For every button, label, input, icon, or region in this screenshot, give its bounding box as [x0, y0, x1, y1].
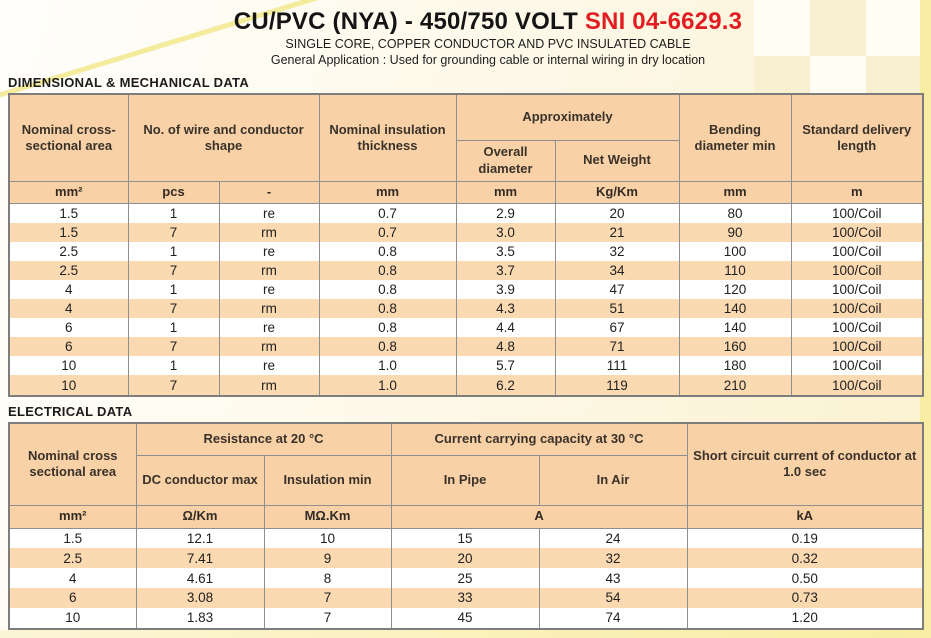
table-row [9, 318, 923, 337]
table-cell: 4.4 [456, 318, 555, 337]
table-cell: 100/Coil [791, 203, 923, 223]
table-cell: 4.3 [456, 299, 555, 318]
page-subtitle: SINGLE CORE, COPPER CONDUCTOR AND PVC INSULATED CABLE [285, 37, 691, 51]
table-cell: 9 [264, 548, 391, 568]
table-cell: rm [219, 299, 319, 318]
table-cell: 5.7 [456, 356, 555, 375]
table-cell: re [219, 203, 319, 223]
table-row [9, 337, 923, 356]
table-cell: rm [219, 223, 319, 242]
table-cell: 3.7 [456, 261, 555, 280]
table-cell: 4 [9, 280, 128, 299]
unit-dash: - [219, 181, 319, 203]
table-cell: re [219, 356, 319, 375]
table-cell: 8 [264, 568, 391, 588]
table-cell: 0.8 [319, 299, 456, 318]
table-cell: 120 [679, 280, 791, 299]
table-cell: 12.1 [136, 528, 264, 548]
table-cell: 0.8 [319, 318, 456, 337]
table-cell: 32 [539, 548, 687, 568]
application-note: General Application : Used for grounding cable or internal wiring in dry location [270, 53, 706, 67]
table-cell: 7 [264, 608, 391, 629]
table-cell: rm [219, 261, 319, 280]
table-cell: 21 [555, 223, 679, 242]
table-cell: 10 [9, 608, 136, 629]
table-cell: 10 [264, 528, 391, 548]
table-cell: 100/Coil [791, 223, 923, 242]
table-cell: 100 [679, 242, 791, 261]
table-cell: 7.41 [136, 548, 264, 568]
table-cell: 4.61 [136, 568, 264, 588]
table-cell: 110 [679, 261, 791, 280]
page-title [45, 8, 931, 36]
table-cell: 180 [679, 356, 791, 375]
table-cell: 90 [679, 223, 791, 242]
table-row [9, 588, 923, 608]
header-overall-diameter: Overall diameter [456, 140, 555, 181]
header-standard-length: Standard delivery length [791, 94, 923, 181]
table-row [9, 261, 923, 280]
unit-mohm-km: MΩ.Km [264, 505, 391, 528]
table-cell: 4 [9, 299, 128, 318]
table-cell: 15 [391, 528, 539, 548]
table-cell: 6 [9, 337, 128, 356]
unit-ohm-km: Ω/Km [136, 505, 264, 528]
table-cell: 160 [679, 337, 791, 356]
table-cell: re [219, 242, 319, 261]
table-cell: 67 [555, 318, 679, 337]
table-cell: 2.5 [9, 261, 128, 280]
table-row [9, 223, 923, 242]
title-block [45, 8, 931, 67]
table-row [9, 356, 923, 375]
bottom-yellow-stripe [0, 630, 931, 638]
header-current-capacity: Current carrying capacity at 30 °C [391, 423, 687, 455]
table-cell: 100/Coil [791, 280, 923, 299]
table-cell: 54 [539, 588, 687, 608]
table-cell: 1.83 [136, 608, 264, 629]
table-cell: 2.9 [456, 203, 555, 223]
table-cell: 25 [391, 568, 539, 588]
table-cell: 0.7 [319, 203, 456, 223]
table-cell: 33 [391, 588, 539, 608]
table-cell: 2.5 [9, 242, 128, 261]
unit-kg-km: Kg/Km [555, 181, 679, 203]
table-cell: 7 [128, 337, 219, 356]
table-cell: 100/Coil [791, 242, 923, 261]
table-cell: 7 [128, 261, 219, 280]
table-cell: 51 [555, 299, 679, 318]
table-cell: 32 [555, 242, 679, 261]
table-row [9, 242, 923, 261]
header-nominal-area: Nominal cross-sectional area [9, 94, 128, 181]
table-cell: re [219, 318, 319, 337]
table-cell: 74 [539, 608, 687, 629]
table-cell: 43 [539, 568, 687, 588]
table-cell: 3.08 [136, 588, 264, 608]
table-cell: 100/Coil [791, 261, 923, 280]
table-cell: 1.5 [9, 528, 136, 548]
table-cell: 0.8 [319, 261, 456, 280]
unit-mm2: mm² [9, 181, 128, 203]
table-cell: 3.5 [456, 242, 555, 261]
table-cell: 1.20 [687, 608, 923, 629]
table-cell: 100/Coil [791, 375, 923, 396]
table-cell: 1.5 [9, 203, 128, 223]
table-cell: 45 [391, 608, 539, 629]
table-row [9, 299, 923, 318]
header-insulation-min: Insulation min [264, 455, 391, 505]
table-cell: 4.8 [456, 337, 555, 356]
table-cell: 47 [555, 280, 679, 299]
table-cell: 6 [9, 588, 136, 608]
table-row [9, 280, 923, 299]
table-cell: 100/Coil [791, 356, 923, 375]
header-bending-diameter: Bending diameter min [679, 94, 791, 181]
electrical-section-title: ELECTRICAL DATA [8, 404, 133, 419]
header-wire-shape: No. of wire and conductor shape [128, 94, 319, 181]
unit-ampere: A [391, 505, 687, 528]
table-cell: rm [219, 337, 319, 356]
table-cell: 24 [539, 528, 687, 548]
header-approximately: Approximately [456, 94, 679, 140]
table-cell: 1.0 [319, 356, 456, 375]
mechanical-data-table [8, 93, 924, 397]
table-cell: re [219, 280, 319, 299]
table-cell: 7 [128, 375, 219, 396]
table-cell: 1.5 [9, 223, 128, 242]
table-cell: 1.0 [319, 375, 456, 396]
unit-ka: kA [687, 505, 923, 528]
table-cell: 0.8 [319, 242, 456, 261]
mechanical-section-title: DIMENSIONAL & MECHANICAL DATA [8, 75, 250, 90]
table-cell: rm [219, 375, 319, 396]
table-cell: 34 [555, 261, 679, 280]
table-cell: 10 [9, 375, 128, 396]
table-cell: 111 [555, 356, 679, 375]
table-cell: 119 [555, 375, 679, 396]
table-cell: 10 [9, 356, 128, 375]
table-cell: 2.5 [9, 548, 136, 568]
table-cell: 6.2 [456, 375, 555, 396]
table-cell: 100/Coil [791, 337, 923, 356]
page-title-black: CU/PVC (NYA) - 450/750 VOLT [233, 8, 578, 35]
unit-mm-insulation: mm [319, 181, 456, 203]
header-resistance: Resistance at 20 °C [136, 423, 391, 455]
table-cell: 140 [679, 318, 791, 337]
table-row [9, 608, 923, 629]
table-cell: 0.8 [319, 280, 456, 299]
table-cell: 140 [679, 299, 791, 318]
page-title-standard-number: SNI 04-6629.3 [584, 8, 743, 35]
table-cell: 1 [128, 280, 219, 299]
unit-mm2-elec: mm² [9, 505, 136, 528]
mechanical-table-body [9, 203, 923, 396]
table-cell: 20 [555, 203, 679, 223]
table-row [9, 568, 923, 588]
table-row [9, 375, 923, 396]
table-cell: 71 [555, 337, 679, 356]
table-cell: 0.8 [319, 337, 456, 356]
table-cell: 20 [391, 548, 539, 568]
table-row [9, 528, 923, 548]
table-cell: 0.50 [687, 568, 923, 588]
header-in-air: In Air [539, 455, 687, 505]
unit-pcs: pcs [128, 181, 219, 203]
table-cell: 0.7 [319, 223, 456, 242]
table-cell: 7 [128, 223, 219, 242]
table-cell: 100/Coil [791, 299, 923, 318]
unit-mm-bending: mm [679, 181, 791, 203]
header-in-pipe: In Pipe [391, 455, 539, 505]
table-cell: 210 [679, 375, 791, 396]
header-net-weight: Net Weight [555, 140, 679, 181]
table-cell: 4 [9, 568, 136, 588]
table-cell: 0.73 [687, 588, 923, 608]
table-cell: 3.0 [456, 223, 555, 242]
electrical-table-body [9, 528, 923, 629]
table-cell: 80 [679, 203, 791, 223]
table-cell: 1 [128, 318, 219, 337]
header-nominal-area-elec: Nominal cross sectional area [9, 423, 136, 505]
header-short-circuit: Short circuit current of conductor at 1.0 sec [687, 423, 923, 505]
header-insulation-thickness: Nominal insulation thickness [319, 94, 456, 181]
table-row [9, 203, 923, 223]
electrical-data-table [8, 422, 924, 630]
table-cell: 3.9 [456, 280, 555, 299]
table-cell: 7 [264, 588, 391, 608]
table-cell: 7 [128, 299, 219, 318]
unit-mm-diameter: mm [456, 181, 555, 203]
table-cell: 100/Coil [791, 318, 923, 337]
table-cell: 1 [128, 242, 219, 261]
table-cell: 1 [128, 203, 219, 223]
header-dc-conductor: DC conductor max [136, 455, 264, 505]
table-cell: 6 [9, 318, 128, 337]
table-cell: 1 [128, 356, 219, 375]
table-row [9, 548, 923, 568]
table-cell: 0.32 [687, 548, 923, 568]
unit-m: m [791, 181, 923, 203]
table-cell: 0.19 [687, 528, 923, 548]
